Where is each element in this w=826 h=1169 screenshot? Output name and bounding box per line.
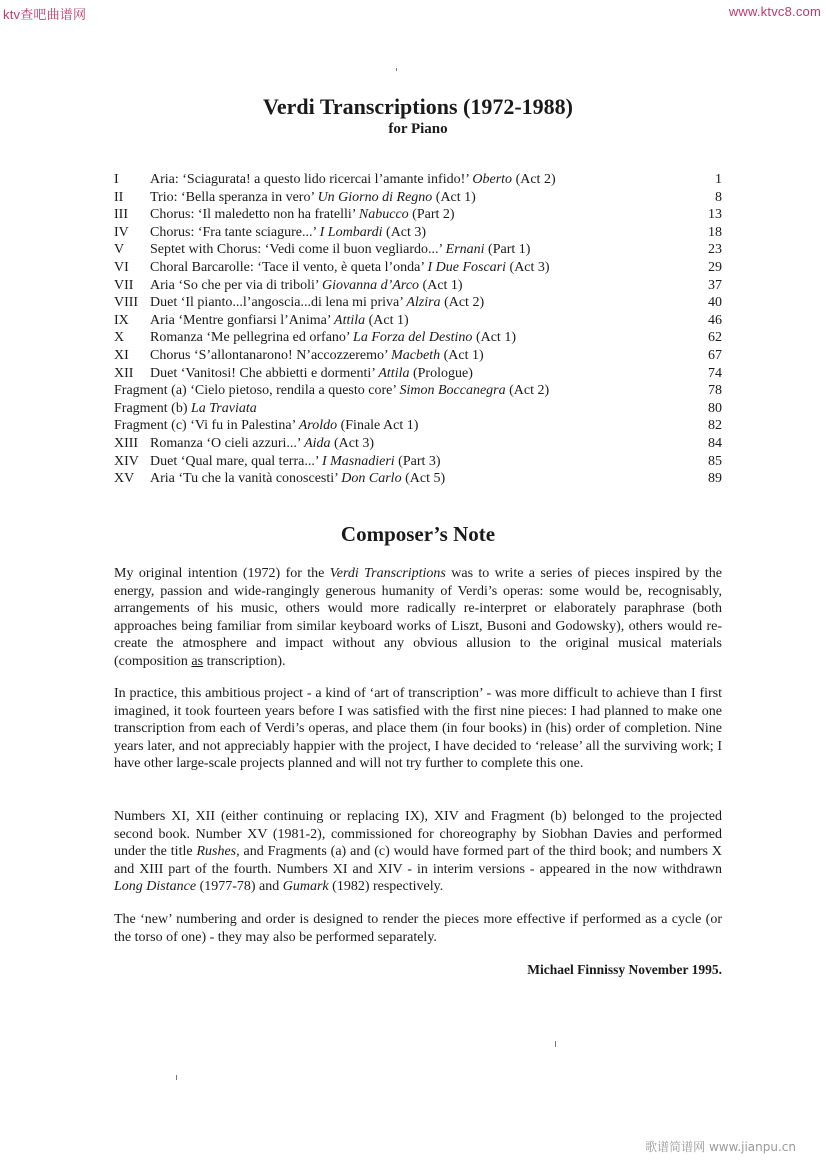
toc-number: XV	[114, 471, 135, 487]
toc-row	[114, 277, 724, 295]
toc-page-number: 82	[708, 418, 722, 434]
toc-row	[114, 206, 724, 224]
toc-text: (Act 1)	[472, 330, 516, 346]
toc-text: Duet ‘Il pianto...l’angoscia...di lena mi priva’	[150, 295, 407, 311]
opera-title: Macbeth	[391, 347, 441, 363]
note-text: (1982) respectively.	[328, 879, 444, 894]
toc-text: Fragment (a) ‘Cielo pietoso, rendila a questo core’	[114, 383, 400, 399]
toc-number: II	[114, 189, 124, 205]
toc-page-number: 84	[708, 435, 722, 451]
toc-text: Fragment (b)	[114, 400, 191, 416]
work-title: Gumark	[282, 879, 329, 894]
toc-number: VII	[114, 277, 134, 293]
toc-description	[150, 171, 556, 189]
toc-description	[150, 294, 484, 312]
toc-number: XI	[114, 347, 129, 363]
note-paragraph-2	[114, 685, 722, 773]
toc-row	[114, 259, 724, 277]
toc-description	[150, 435, 374, 453]
toc-text: (Act 1)	[432, 189, 476, 205]
toc-number: XIII	[114, 435, 139, 451]
toc-description	[150, 329, 516, 347]
toc-text: (Prologue)	[409, 365, 473, 381]
toc-row	[114, 347, 724, 365]
underlined-word: as	[191, 653, 204, 669]
table-of-contents	[114, 171, 724, 488]
toc-number: X	[114, 330, 125, 346]
toc-row	[114, 171, 724, 189]
toc-number: I	[114, 172, 119, 187]
toc-number: VIII	[114, 295, 139, 311]
toc-row	[114, 453, 724, 471]
toc-text: Romanza ‘Me pellegrina ed orfano’	[150, 330, 354, 346]
toc-number: III	[114, 207, 128, 223]
toc-row	[114, 382, 724, 400]
toc-number: XIV	[114, 453, 139, 469]
toc-page-number: 74	[708, 365, 722, 381]
toc-page-number: 80	[708, 400, 722, 416]
opera-title: La Forza del Destino	[353, 330, 473, 346]
opera-title: I Masnadieri	[321, 453, 395, 469]
toc-description	[150, 453, 441, 471]
toc-description	[150, 365, 473, 383]
work-title: Rushes,	[196, 844, 240, 859]
scan-speck	[396, 68, 397, 71]
work-title: Verdi Transcriptions	[329, 566, 446, 581]
opera-title: La Traviata	[190, 400, 257, 416]
toc-row	[114, 470, 724, 488]
opera-title: Don Carlo	[341, 471, 402, 487]
note-text: (1977-78) and	[196, 879, 283, 894]
toc-number: VI	[114, 259, 129, 275]
toc-number: XII	[114, 365, 134, 381]
toc-row	[114, 365, 724, 383]
toc-text: (Act 3)	[382, 224, 427, 240]
watermark-top-left: ktv查吧曲谱网	[3, 7, 87, 22]
opera-title: Aroldo	[298, 418, 338, 434]
toc-row	[114, 329, 724, 347]
toc-description	[150, 312, 409, 330]
toc-page-number: 13	[708, 207, 722, 223]
signature: Michael Finnissy November 1995.	[527, 962, 722, 977]
note-paragraph-3	[114, 808, 722, 896]
toc-row	[114, 224, 724, 242]
opera-title: Attila	[378, 365, 410, 381]
toc-text: Chorus: ‘Fra tante sciagure...’	[150, 224, 320, 240]
toc-page-number: 29	[708, 259, 722, 275]
toc-text: (Act 1)	[419, 277, 463, 293]
toc-text: (Part 3)	[394, 453, 441, 469]
toc-text: Fragment (c) ‘Vi fu in Palestina’	[114, 418, 299, 434]
toc-description	[150, 206, 455, 224]
toc-text: (Act 2)	[505, 383, 550, 399]
toc-description	[150, 347, 484, 365]
toc-row	[114, 435, 724, 453]
toc-page-number: 8	[715, 189, 722, 205]
opera-title: Giovanna d’Arco	[321, 277, 420, 293]
toc-description	[114, 417, 418, 435]
toc-text: Trio: ‘Bella speranza in vero’	[150, 189, 318, 205]
toc-text: (Act 3)	[506, 259, 550, 275]
toc-page-number: 40	[708, 295, 722, 311]
toc-text: (Act 5)	[401, 471, 446, 487]
note-paragraph-4	[114, 911, 722, 946]
toc-description	[114, 400, 257, 418]
toc-text: Aria ‘Mentre gonfiarsi l’Anima’	[150, 312, 335, 328]
toc-text: Aria ‘So che per via di triboli’	[150, 277, 322, 293]
scan-speck	[555, 1041, 556, 1047]
watermark-top-right: www.ktvc8.com	[728, 4, 821, 19]
opera-title: Aida	[304, 435, 331, 451]
toc-number: IX	[114, 312, 129, 328]
note-paragraph-1	[114, 565, 722, 670]
toc-text: (Act 2)	[440, 295, 485, 311]
toc-row	[114, 400, 724, 418]
note-text: The ‘new’ numbering and order is designed to render the pieces more effective if performed as a cycle (or the torso of one) - they may also be performed separately.	[114, 912, 722, 945]
composers-note-title: Composer’s Note	[340, 522, 496, 546]
toc-text: (Part 1)	[484, 242, 531, 258]
toc-text: Septet with Chorus: ‘Vedi come il buon vegliardo...’	[150, 242, 446, 258]
note-text: transcription).	[203, 653, 286, 669]
toc-text: (Act 1)	[365, 312, 409, 328]
opera-title: Ernani	[445, 242, 485, 258]
toc-page-number: 1	[715, 172, 722, 187]
toc-description	[150, 277, 463, 295]
toc-description	[150, 241, 530, 259]
work-title: Long Distance	[114, 879, 197, 894]
toc-row	[114, 241, 724, 259]
toc-page-number: 18	[708, 224, 722, 240]
toc-text: Duet ‘Vanitosi! Che abbietti e dormenti’	[150, 365, 379, 381]
toc-page-number: 67	[708, 347, 722, 363]
opera-title: I Lombardi	[319, 224, 383, 240]
opera-title: Simon Boccanegra	[399, 383, 506, 399]
note-text: Numbers XI, XII (either continuing or replacing IX), XIV and Fragment (b) belonged to the projected second book. Number XV (1981-2), commissioned for choreography by Siobhan Davies and performed under the title	[114, 809, 722, 859]
toc-page-number: 46	[708, 312, 722, 328]
toc-row	[114, 294, 724, 312]
watermark-bottom-right: 歌谱简谱网 www.jianpu.cn	[645, 1140, 796, 1154]
note-text: was to write a series of pieces inspired by the energy, passion and wide-rangingly generous humanity of Verdi’s operas: some would be, recognisably, arrangements of his music, others would more radically re-interpret or elaborately paraphrase (both approaches being familiar from similar keyboard works of Liszt, Busoni and Godowsky), others would re-create the atmosphere and impact without any obvious allusion to the original musical materials (composition	[114, 566, 722, 669]
note-text: My original intention (1972) for the	[114, 566, 330, 581]
toc-text: (Act 2)	[512, 172, 556, 187]
toc-number: V	[114, 242, 125, 258]
opera-title: Nabucco	[358, 207, 409, 223]
toc-page-number: 78	[708, 383, 722, 399]
toc-page-number: 89	[708, 471, 722, 487]
toc-row	[114, 417, 724, 435]
toc-description	[150, 189, 476, 207]
note-text: In practice, this ambitious project - a kind of ‘art of transcription’ - was more difficult to achieve than I first imagined, it took fourteen years before I was satisfied with the first nine pieces: I had planned to make one transcription from each of Verdi’s operas, and place them (in four books) in (his) order of completion. Nine years later, and not appreciably happier with the project, I have decided to ‘release’ all the surviving work; I have other large-scale projects planned and will not try further to complete this one.	[114, 686, 722, 771]
opera-title: Un Giorno di Regno	[317, 189, 433, 205]
toc-description	[150, 470, 445, 488]
toc-text: Chorus: ‘Il maledetto non ha fratelli’	[150, 207, 359, 223]
scan-speck	[176, 1075, 177, 1080]
toc-description	[150, 224, 426, 242]
toc-description	[114, 382, 549, 400]
toc-text: Romanza ‘O cieli azzuri...’	[150, 435, 305, 451]
toc-text: (Finale Act 1)	[337, 418, 419, 434]
toc-text: Aria: ‘Sciagurata! a questo lido ricercai l’amante infido!’	[150, 172, 473, 187]
toc-text: (Act 1)	[440, 347, 484, 363]
toc-page-number: 62	[708, 330, 722, 346]
toc-text: Choral Barcarolle: ‘Tace il vento, è queta l’onda’	[150, 259, 428, 275]
opera-title: Attila	[334, 312, 366, 328]
page-title: Verdi Transcriptions (1972-1988)	[262, 94, 574, 119]
toc-page-number: 37	[708, 277, 722, 293]
opera-title: Alzira	[406, 295, 441, 311]
opera-title: Oberto	[472, 172, 513, 187]
toc-text: Aria ‘Tu che la vanità conoscesti’	[150, 471, 342, 487]
toc-text: (Act 3)	[330, 435, 375, 451]
page-subtitle: for Piano	[388, 121, 448, 137]
toc-number: IV	[114, 224, 129, 240]
toc-row	[114, 312, 724, 330]
toc-text: (Part 2)	[408, 207, 455, 223]
opera-title: I Due Foscari	[427, 259, 507, 275]
toc-text: Chorus ‘S’allontanarono! N’accozzeremo’	[150, 347, 392, 363]
toc-row	[114, 189, 724, 207]
toc-page-number: 85	[708, 453, 722, 469]
note-text: and Fragments (a) and (c) would have formed part of the third book; and numbers X and XIII part of the fourth. Numbers XI and XIV - in interim versions - appeared in the now withdrawn	[114, 844, 722, 877]
toc-description	[150, 259, 550, 277]
toc-text: Duet ‘Qual mare, qual terra...’	[150, 453, 322, 469]
toc-page-number: 23	[708, 242, 722, 258]
